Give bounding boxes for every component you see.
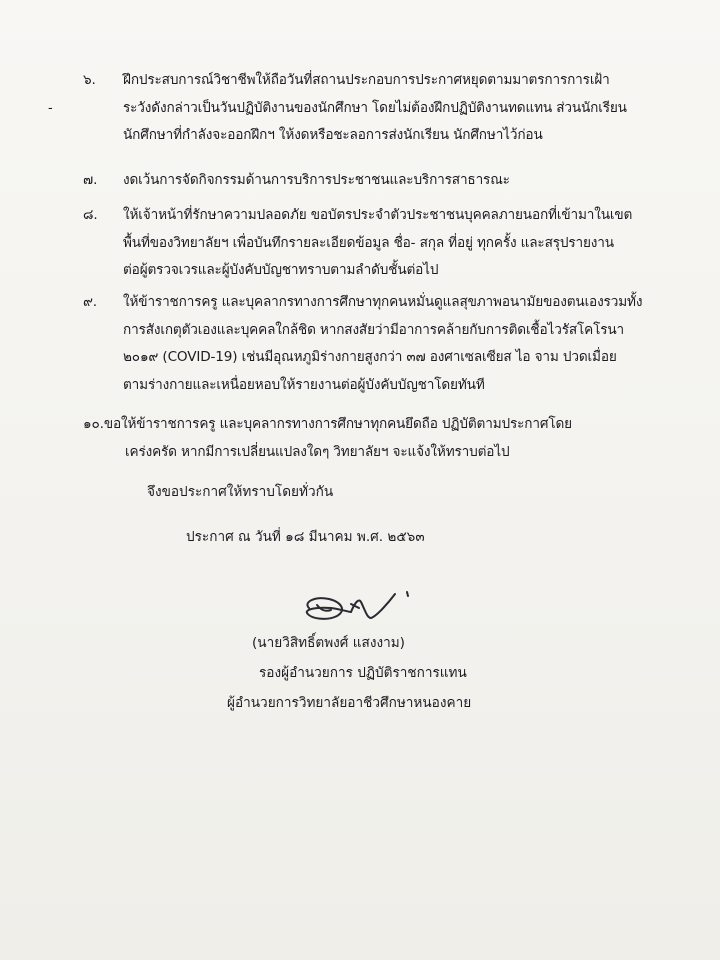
list-item-9 [83, 289, 683, 399]
item-number: ๗. [83, 172, 98, 188]
item-line: งดเว้นการจัดกิจกรรมด้านการบริการประชาชนและบริการสาธารณะ [123, 172, 510, 188]
item-line: ฝึกประสบการณ์วิชาชีพให้ถือวันที่สถานประกอบการประกาศหยุดตามมาตรการการเฝ้า [123, 72, 610, 88]
item-number: ๑๐. [83, 416, 104, 432]
item-line: พื้นที่ของวิทยาลัยฯ เพื่อบันทึกรายละเอียดข้อมูล ชื่อ- สกุล ที่อยู่ ทุกครั้ง และสรุปรายงาน [123, 234, 614, 251]
closing-statement: จึงขอประกาศให้ทราบโดยทั่วกัน [147, 484, 334, 500]
item-line: เคร่งครัด หากมีการเปลี่ยนแปลงใดๆ วิทยาลัยฯ จะแจ้งให้ทราบต่อไป [125, 443, 510, 460]
item-number: ๙. [83, 294, 97, 310]
signatory-name: (นายวิสิทธิ์ตพงศ์ แสงงาม) [252, 635, 405, 651]
list-item-6 [48, 67, 683, 150]
item-dash: - [48, 100, 53, 116]
list-item-10 [83, 411, 683, 466]
item-line: ให้ข้าราชการครู และบุคลากรทางการศึกษาทุกคนหมั่นดูแลสุขภาพอนามัยของตนเองรวมทั้ง [123, 294, 643, 310]
list-item-8 [83, 202, 683, 285]
item-number: ๘. [83, 207, 98, 223]
item-line-text: ขอให้ข้าราชการครู และบุคลากรทางการศึกษาทุกคนยึดถือ ปฏิบัติตามประกาศโดย [103, 416, 572, 432]
item-line: นักศึกษาที่กำลังจะออกฝึกฯ ให้งดหรือชะลอการส่งนักเรียน นักศึกษาไว้ก่อน [123, 127, 543, 143]
item-line: ให้เจ้าหน้าที่รักษาความปลอดภัย ขอบัตรประจำตัวประชาชนบุคคลภายนอกที่เข้ามาในเขต [123, 207, 633, 223]
item-number: ๖. [83, 72, 96, 88]
item-line: การสังเกตุตัวเองและบุคคลใกล้ชิด หากสงสัยว่ามีอาการคล้ายกับการติดเชื้อไวรัสโคโรนา [123, 321, 625, 338]
announcement-date: ประกาศ ณ วันที่ ๑๘ มีนาคม พ.ศ. ๒๕๖๓ [186, 529, 425, 545]
signature-image [295, 588, 435, 630]
item-line-text: ระวังดังกล่าวเป็นวันปฏิบัติงานของนักศึกษา โดยไม่ต้องฝึกปฏิบัติงานทดแทน ส่วนนักเรียน [123, 99, 627, 116]
item-line: ตามร่างกายและเหนื่อยหอบให้รายงานต่อผู้บังคับบัญชาโดยทันที [123, 376, 485, 393]
list-item-7 [83, 167, 683, 195]
item-line: ๒๐๑๙ (COVID-19) เช่นมีอุณหภูมิร่างกายสูงกว่า ๓๗ องศาเซลเซียส ไอ จาม ปวดเมื่อย [123, 349, 617, 365]
signatory-on-behalf-of: ผู้อำนวยการวิทยาลัยอาชีวศึกษาหนองคาย [227, 695, 472, 711]
item-line [83, 411, 683, 439]
signature-block [220, 628, 520, 718]
signatory-position: รองผู้อำนวยการ ปฏิบัติราชการแทน [259, 665, 467, 681]
item-line: ต่อผู้ตรวจเวรและผู้บังคับบัญชาทราบตามลำดับชั้นต่อไป [123, 262, 439, 278]
item-line [48, 95, 683, 123]
